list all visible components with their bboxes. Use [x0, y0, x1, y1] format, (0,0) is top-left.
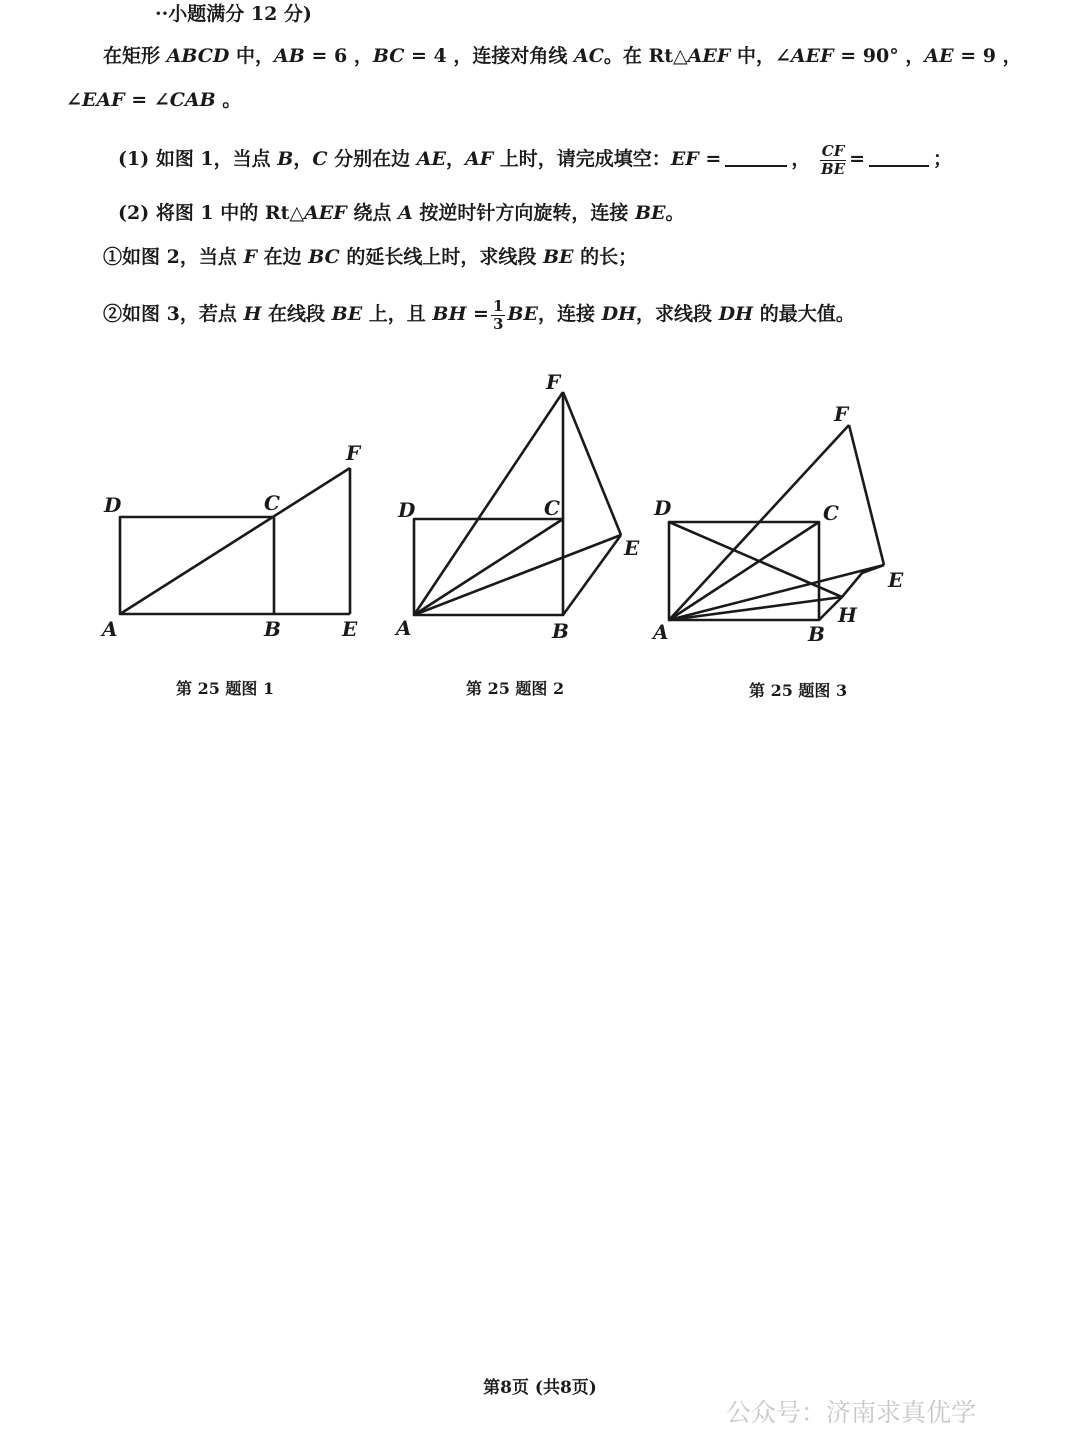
text: = 9 ，	[953, 45, 1022, 67]
label-e: E	[624, 536, 640, 560]
text: AE	[924, 45, 954, 67]
text: 。	[665, 202, 685, 224]
label-f: F	[546, 370, 561, 394]
text: AEF	[304, 202, 347, 224]
text: ，	[791, 148, 811, 170]
fraction-denominator: BE	[820, 159, 846, 178]
text: BH	[432, 303, 467, 325]
label-e: E	[888, 568, 904, 592]
figure-3-caption: 第 25 题图 3	[749, 681, 848, 700]
text: ，连接	[537, 303, 602, 325]
figure-2	[390, 365, 670, 650]
fraction-numerator: 1	[492, 296, 504, 315]
label-h: H	[838, 603, 857, 627]
text: AF	[464, 148, 494, 170]
figure-1	[90, 430, 380, 650]
text: 绕点	[346, 202, 399, 224]
segment-ah	[669, 597, 842, 620]
text: ABCD	[166, 45, 230, 67]
text: EF	[670, 148, 699, 170]
answer-blank-ratio[interactable]	[869, 165, 929, 167]
text: ①如图 2，当点	[103, 246, 244, 268]
text: DH	[601, 303, 637, 325]
text: ，	[293, 148, 313, 170]
text: ，	[445, 148, 465, 170]
segment-dh	[669, 522, 842, 597]
label-f: F	[834, 402, 849, 426]
part-1	[118, 141, 952, 177]
text: BE	[331, 303, 363, 325]
text: =	[849, 148, 866, 170]
figure-1-caption: 第 25 题图 1	[176, 679, 275, 698]
section-header: ··小题满分 12 分)	[155, 3, 312, 25]
fraction-denominator: 3	[492, 314, 504, 333]
fraction-numerator: CF	[821, 141, 845, 160]
text: = ∠	[124, 89, 170, 111]
text: H	[243, 303, 262, 325]
text: (2) 将图 1 中的 Rt△	[118, 202, 305, 224]
text: A	[398, 202, 413, 224]
watermark: 公众号：济南求真优学	[726, 1398, 977, 1427]
text: EAF	[81, 89, 125, 111]
label-a: A	[102, 617, 118, 641]
text: C	[312, 148, 328, 170]
segment-fe	[563, 392, 621, 535]
text: 的长；	[573, 246, 638, 268]
problem-line-1	[103, 42, 1022, 70]
text: 。	[215, 89, 242, 111]
label-b: B	[264, 617, 281, 641]
text: 上，且	[362, 303, 433, 325]
text: 的最大值。	[753, 303, 855, 325]
text: CAB	[169, 89, 216, 111]
part-2	[118, 199, 685, 227]
text: 按逆时针方向旋转，连接	[412, 202, 635, 224]
text: AC	[573, 45, 604, 67]
text: BE	[542, 246, 574, 268]
problem-line-2	[66, 86, 241, 114]
text: B	[277, 148, 294, 170]
label-a: A	[653, 620, 669, 644]
text: 中，	[229, 45, 275, 67]
text: 在边	[256, 246, 309, 268]
fraction-one-third	[491, 298, 505, 333]
text: = 4 ，连接对角线	[404, 45, 574, 67]
text: BE	[635, 202, 666, 224]
label-e: E	[342, 617, 358, 641]
sub-question-2	[103, 292, 855, 336]
text: 中，∠	[730, 45, 791, 67]
label-d: D	[398, 498, 416, 522]
text: ；	[933, 148, 953, 170]
label-c: C	[823, 501, 839, 525]
page-number: 第8页 (共8页)	[483, 1378, 597, 1398]
text: =	[698, 148, 722, 170]
text: AE	[416, 148, 446, 170]
label-c: C	[264, 491, 280, 515]
text: ②如图 3，若点	[103, 303, 244, 325]
text: ，求线段	[636, 303, 719, 325]
label-b: B	[808, 622, 825, 646]
text: AB	[274, 45, 305, 67]
label-a: A	[396, 616, 412, 640]
segment-af	[414, 392, 563, 615]
text: BC	[308, 246, 340, 268]
segment-fe	[849, 425, 884, 565]
text: = 6 ，	[304, 45, 373, 67]
text: BE	[507, 303, 538, 325]
sub-question-1	[103, 243, 637, 271]
text: BC	[372, 45, 405, 67]
fraction-cf-be	[819, 143, 847, 178]
text: 在矩形	[103, 45, 167, 67]
text: 在线段	[261, 303, 332, 325]
text: 的延长线上时，求线段	[339, 246, 543, 268]
text: 。在 Rt△	[603, 45, 688, 67]
text: 分别在边	[327, 148, 417, 170]
text: ∠	[66, 89, 82, 111]
figure-2-caption: 第 25 题图 2	[466, 679, 565, 698]
label-d: D	[654, 496, 672, 520]
answer-blank-ef[interactable]	[725, 165, 787, 167]
segment-af	[120, 468, 350, 614]
text: = 90° ，	[833, 45, 925, 67]
text: AEF	[790, 45, 834, 67]
label-c: C	[544, 496, 560, 520]
text: 上时，请完成填空：	[493, 148, 671, 170]
text: (1) 如图 1，当点	[118, 148, 278, 170]
text: F	[243, 246, 257, 268]
text: =	[466, 303, 489, 325]
label-d: D	[104, 493, 122, 517]
text: DH	[718, 303, 754, 325]
text: AEF	[687, 45, 731, 67]
label-f: F	[346, 441, 361, 465]
figure-3	[650, 395, 920, 650]
segment-ac	[669, 522, 819, 620]
label-b: B	[552, 619, 569, 643]
